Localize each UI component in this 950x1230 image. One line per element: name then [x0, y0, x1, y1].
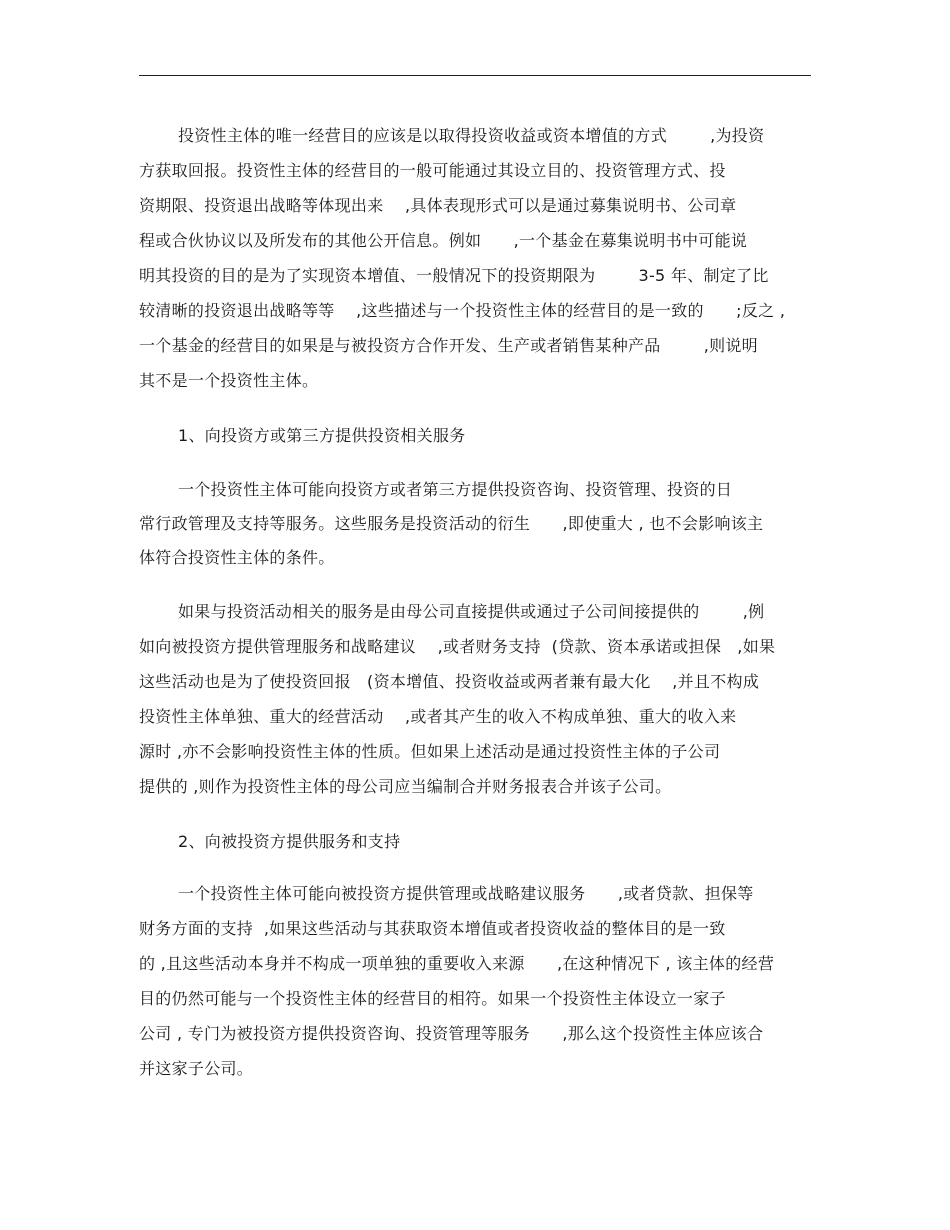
paragraph-line: 财务方面的支持 ,如果这些活动与其获取资本增值或者投资收益的整体目的是一致 — [139, 919, 726, 938]
paragraph-line: 公司 , 专门为被投资方提供投资咨询、投资管理等服务 ,那么这个投资性主体应该合 — [139, 1024, 764, 1043]
paragraph-line: 并这家子公司。 — [139, 1059, 254, 1078]
paragraph-line: 源时 ,亦不会影响投资性主体的性质。但如果上述活动是通过投资性主体的子公司 — [139, 742, 721, 761]
header-rule — [139, 75, 811, 76]
paragraph-line: 一个投资性主体可能向投资方或者第三方提供投资咨询、投资管理、投资的日 — [178, 480, 733, 499]
paragraph-line: 方获取回报。投资性主体的经营目的一般可能通过其设立目的、投资管理方式、投 — [139, 161, 726, 180]
paragraph-line: 资期限、投资退出战略等体现出来 ,具体表现形式可以是通过募集说明书、公司章 — [139, 196, 737, 215]
paragraph-line: 明其投资的目的是为了实现资本增值、一般情况下的投资期限为 3-5 年、制定了比 — [139, 266, 769, 285]
section-heading: 1、向投资方或第三方提供投资相关服务 — [178, 426, 466, 445]
paragraph-line: 程或合伙协议以及所发布的其他公开信息。例如 ,一个基金在募集说明书中可能说 — [139, 231, 748, 250]
paragraph-line: 一个基金的经营目的如果是与被投资方合作开发、生产或者销售某种产品 ,则说明 — [139, 336, 758, 355]
paragraph-line: 投资性主体的唯一经营目的应该是以取得投资收益或资本增值的方式 ,为投资 — [178, 126, 765, 145]
paragraph-line: 提供的 ,则作为投资性主体的母公司应当编制合并财务报表合并该子公司。 — [139, 777, 672, 796]
paragraph-line: 常行政管理及支持等服务。这些服务是投资活动的衍生 ,即使重大 , 也不会影响该主 — [139, 514, 764, 533]
paragraph-line: 其不是一个投资性主体。 — [139, 371, 319, 390]
paragraph-line: 一个投资性主体可能向被投资方提供管理或战略建议服务 ,或者贷款、担保等 — [178, 884, 754, 903]
paragraph-line: 投资性主体单独、重大的经营活动 ,或者其产生的收入不构成单独、重大的收入来 — [139, 707, 737, 726]
paragraph-line: 体符合投资性主体的条件。 — [139, 548, 335, 567]
paragraph-line: 较清晰的投资退出战略等等 ,这些描述与一个投资性主体的经营目的是一致的 ;反之 , — [139, 301, 786, 320]
paragraph-line: 目的仍然可能与一个投资性主体的经营目的相符。如果一个投资性主体设立一家子 — [139, 989, 726, 1008]
paragraph-line: 如果与投资活动相关的服务是由母公司直接提供或通过子公司间接提供的 ,例 — [178, 602, 765, 621]
paragraph-line: 的 ,且这些活动本身并不构成一项单独的重要收入来源 ,在这种情况下 , 该主体的经营 — [139, 954, 775, 973]
paragraph-line: 如向被投资方提供管理服务和战略建议 ,或者财务支持 (贷款、资本承诺或担保 ,如果 — [139, 637, 776, 656]
section-heading: 2、向被投资方提供服务和支持 — [178, 832, 401, 851]
paragraph-line: 这些活动也是为了使投资回报 (资本增值、投资收益或两者兼有最大化 ,并且不构成 — [139, 672, 760, 691]
